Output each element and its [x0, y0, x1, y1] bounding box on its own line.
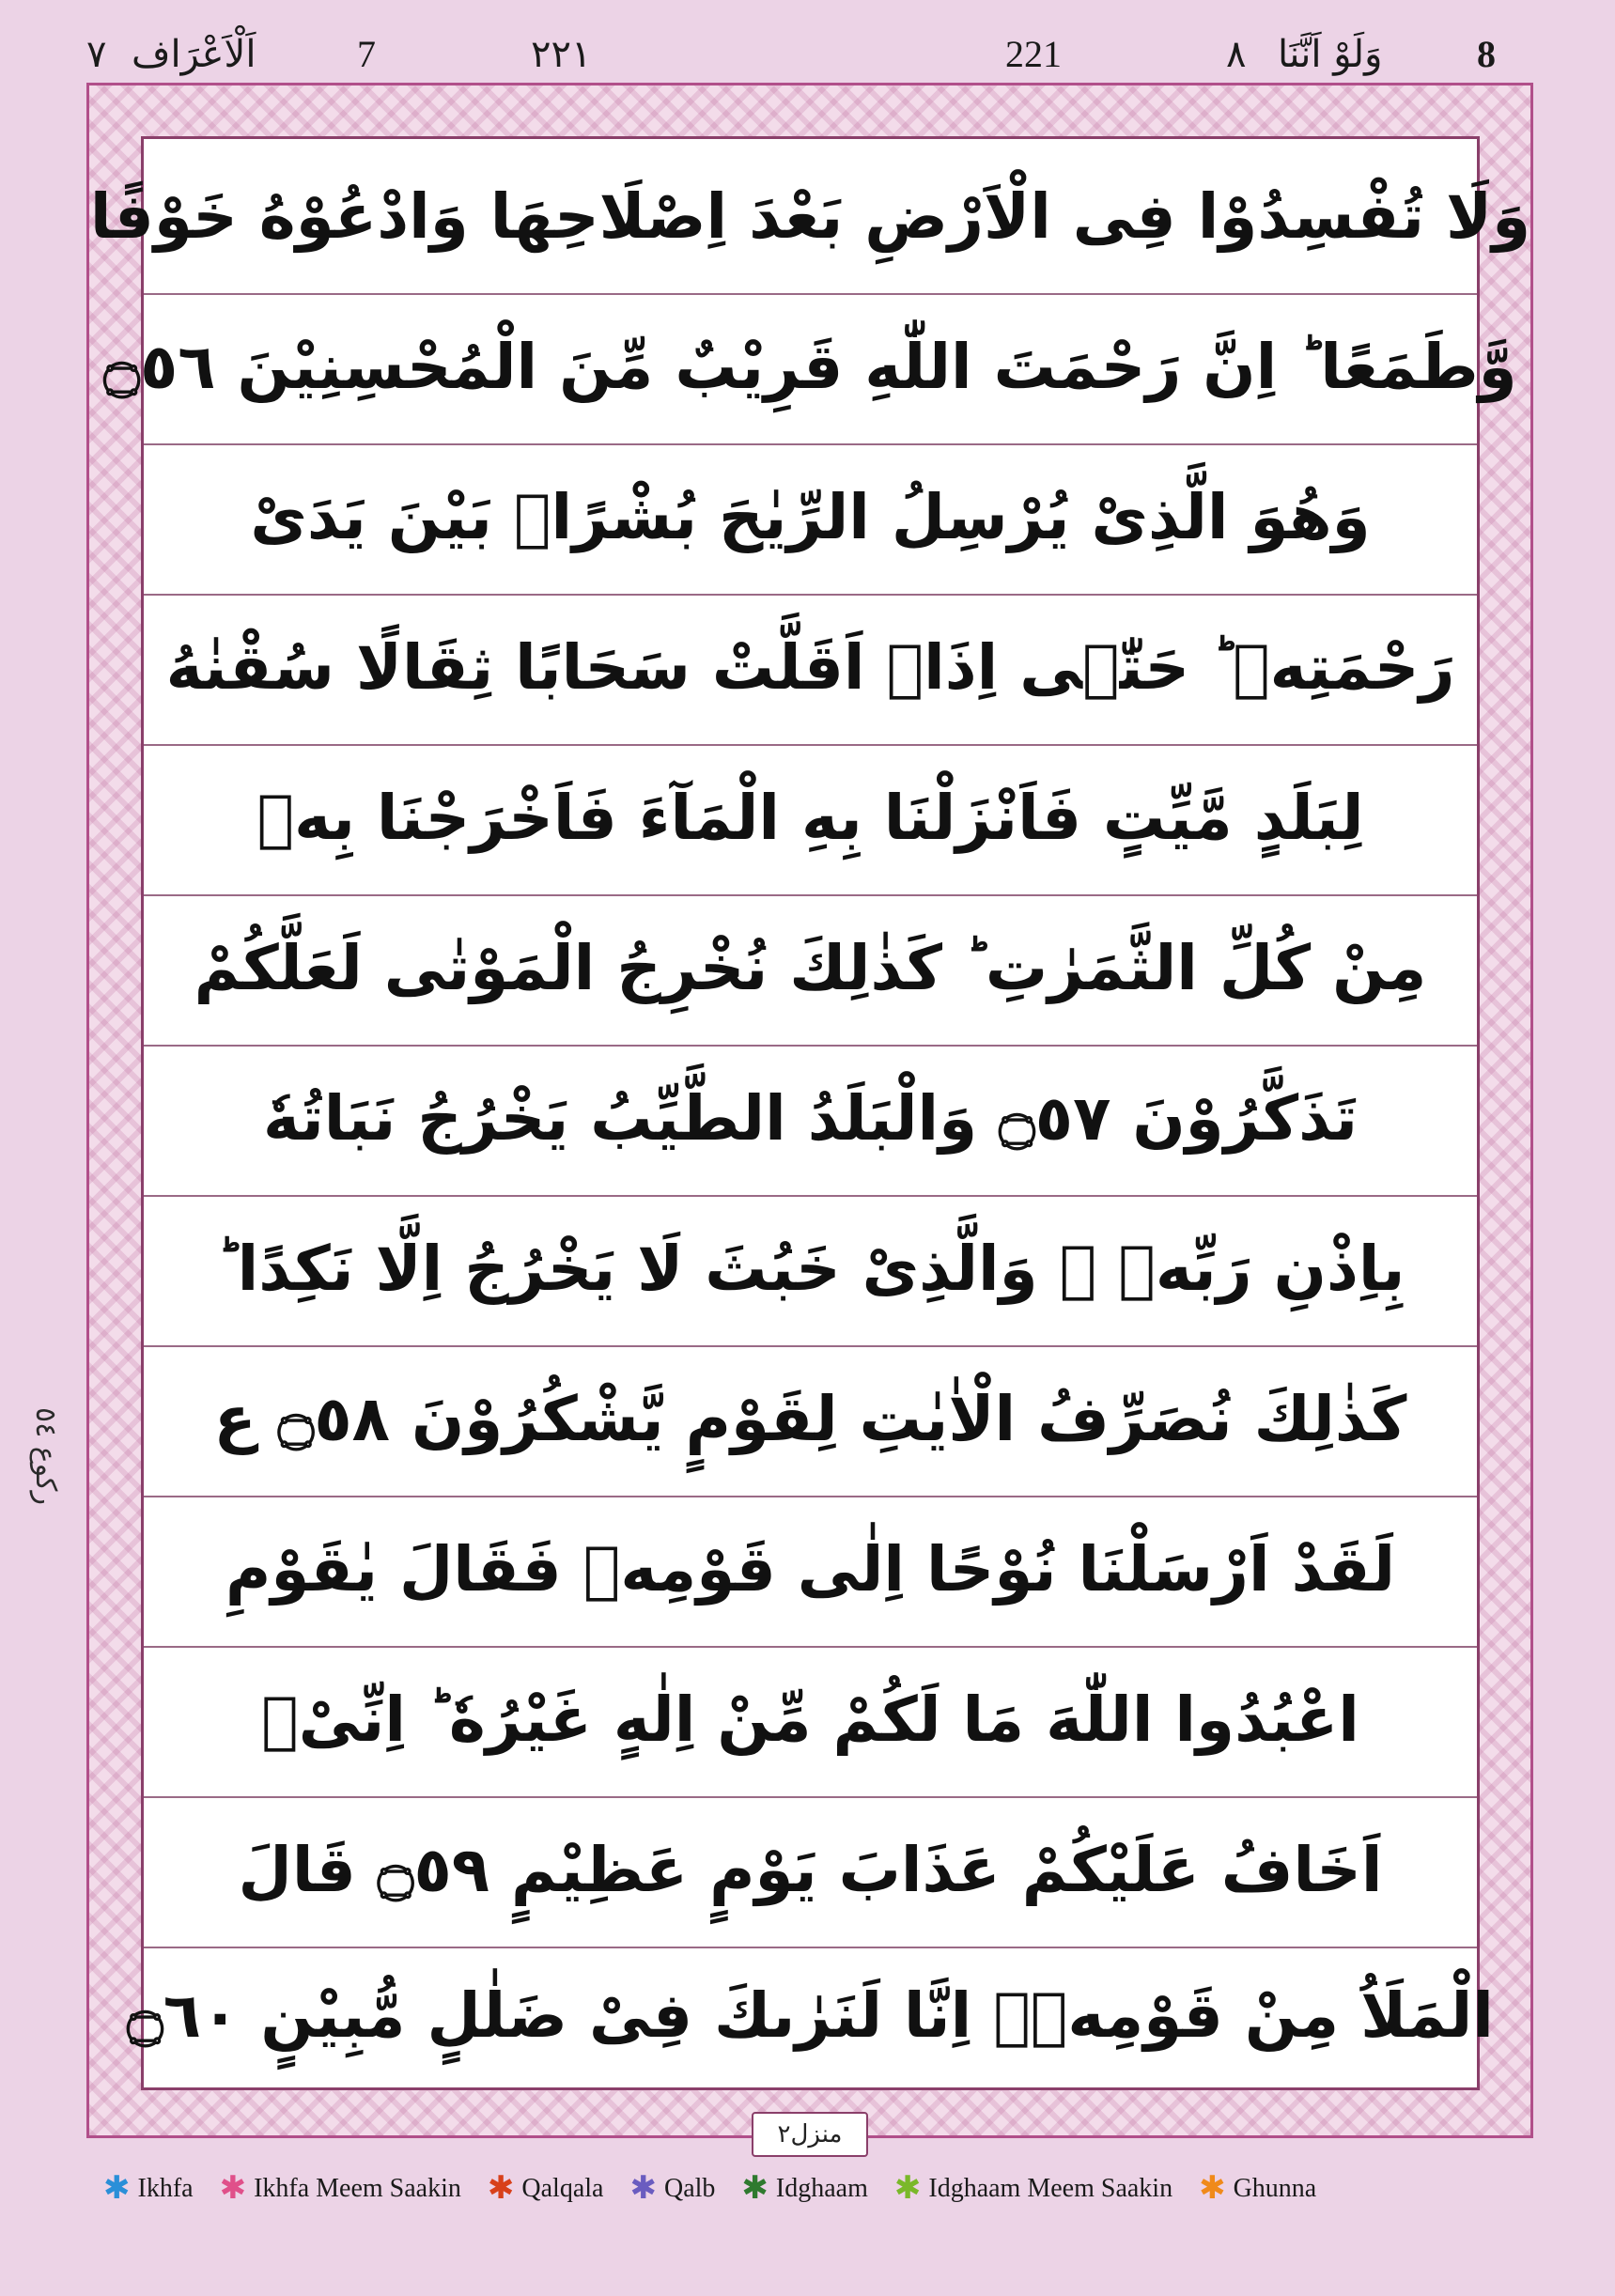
text-line: اَخَافُ عَلَیْكُمْ عَذَابَ یَوْمٍ عَظِیْمٍ ۝٥٩ قَالَ	[144, 1792, 1477, 1948]
legend-label: Idghaam Meem Saakin	[928, 2174, 1173, 2203]
legend-item-ghunna	[1199, 2173, 1316, 2205]
surah-name: اَلْاَعْرَاف	[132, 33, 256, 76]
text-line: رَحْمَتِهٖ ؕ حَتّٰۤی اِذَاۤ اَقَلَّتْ سَحَابًا ثِقَالًا سُقْنٰهُ	[144, 590, 1477, 746]
juz-name: وَلَوْ اَنَّنَا	[1278, 33, 1383, 76]
text-line: بِاِذْنِ رَبِّهٖ ۚ وَالَّذِیْ خَبُثَ لَا یَخْرُجُ اِلَّا نَكِدًا ؕ	[144, 1191, 1477, 1347]
asterisk-icon: ✱	[1199, 2171, 1226, 2206]
legend-label: Ghunna	[1233, 2174, 1317, 2203]
asterisk-icon: ✱	[219, 2171, 247, 2206]
text-line: وَّطَمَعًا ؕ اِنَّ رَحْمَتَ اللّٰهِ قَرِیْبٌ مِّنَ الْمُحْسِنِیْنَ ۝٥٦	[144, 289, 1477, 445]
asterisk-icon: ✱	[629, 2171, 657, 2206]
text-line: الْمَلَاُ مِنْ قَوْمِهٖۤ اِنَّا لَنَرٰىكَ فِیْ ضَلٰلٍ مُّبِیْنٍ ۝٦٠	[127, 1978, 1494, 2052]
juz-number: 8	[1477, 33, 1496, 75]
manzil-label: منزل٢	[752, 2112, 868, 2157]
text-line: تَذَكَّرُوْنَ ۝٥٧ وَالْبَلَدُ الطَّیِّبُ یَخْرُجُ نَبَاتُهٗ	[144, 1041, 1477, 1197]
text-line: اعْبُدُوا اللّٰهَ مَا لَكُمْ مِّنْ اِلٰهٍ غَیْرُهٗ ؕ اِنِّیْۤ	[144, 1642, 1477, 1798]
surah-number-urdu: ٧	[86, 33, 107, 76]
quran-text-block	[89, 136, 1531, 2090]
text-line: كَذٰلِكَ نُصَرِّفُ الْاٰیٰتِ لِقَوْمٍ یَّشْكُرُوْنَ ۝٥٨ ع	[144, 1342, 1477, 1497]
legend-item-qalqala	[488, 2173, 604, 2205]
legend-label: Ikhfa Meem Saakin	[254, 2174, 461, 2203]
ruku-marker: رکوع ٥٤	[29, 1407, 62, 1505]
asterisk-icon: ✱	[893, 2171, 922, 2206]
surah-number: 7	[357, 33, 376, 75]
asterisk-icon: ✱	[103, 2171, 131, 2206]
page-number-urdu: ٢٢١	[531, 33, 592, 76]
text-line: لَقَدْ اَرْسَلْنَا نُوْحًا اِلٰی قَوْمِهٖ فَقَالَ یٰقَوْمِ	[144, 1492, 1477, 1648]
tajweed-legend	[103, 2161, 1513, 2217]
legend-label: Qalb	[663, 2174, 716, 2203]
legend-item-qalb	[629, 2173, 715, 2205]
text-line: لِبَلَدٍ مَّیِّتٍ فَاَنْزَلْنَا بِهِ الْمَآءَ فَاَخْرَجْنَا بِهٖ	[144, 740, 1477, 896]
legend-item-ikhfa-meem-saakin	[220, 2173, 461, 2205]
text-line: وَهُوَ الَّذِیْ یُرْسِلُ الرِّیٰحَ بُشْرًاۢ بَیْنَ یَدَیْ	[144, 440, 1477, 596]
text-line: وَلَا تُفْسِدُوْا فِی الْاَرْضِ بَعْدَ اِصْلَاحِهَا وَادْعُوْهُ خَوْفًا	[144, 139, 1477, 295]
legend-label: Idghaam	[775, 2174, 868, 2203]
juz-number-urdu: ٨	[1226, 33, 1247, 76]
legend-item-ikhfa	[103, 2173, 194, 2205]
page-number: 221	[1005, 33, 1062, 75]
text-line: مِنْ كُلِّ الثَّمَرٰتِ ؕ كَذٰلِكَ نُخْرِجُ الْمَوْتٰی لَعَلَّكُمْ	[144, 891, 1477, 1047]
legend-label: Qalqala	[521, 2174, 604, 2203]
legend-label: Ikhfa	[137, 2174, 194, 2203]
legend-item-idghaam-meem-saakin	[894, 2173, 1172, 2205]
asterisk-icon: ✱	[487, 2171, 515, 2206]
legend-item-idghaam	[741, 2173, 867, 2205]
asterisk-icon: ✱	[741, 2171, 769, 2206]
